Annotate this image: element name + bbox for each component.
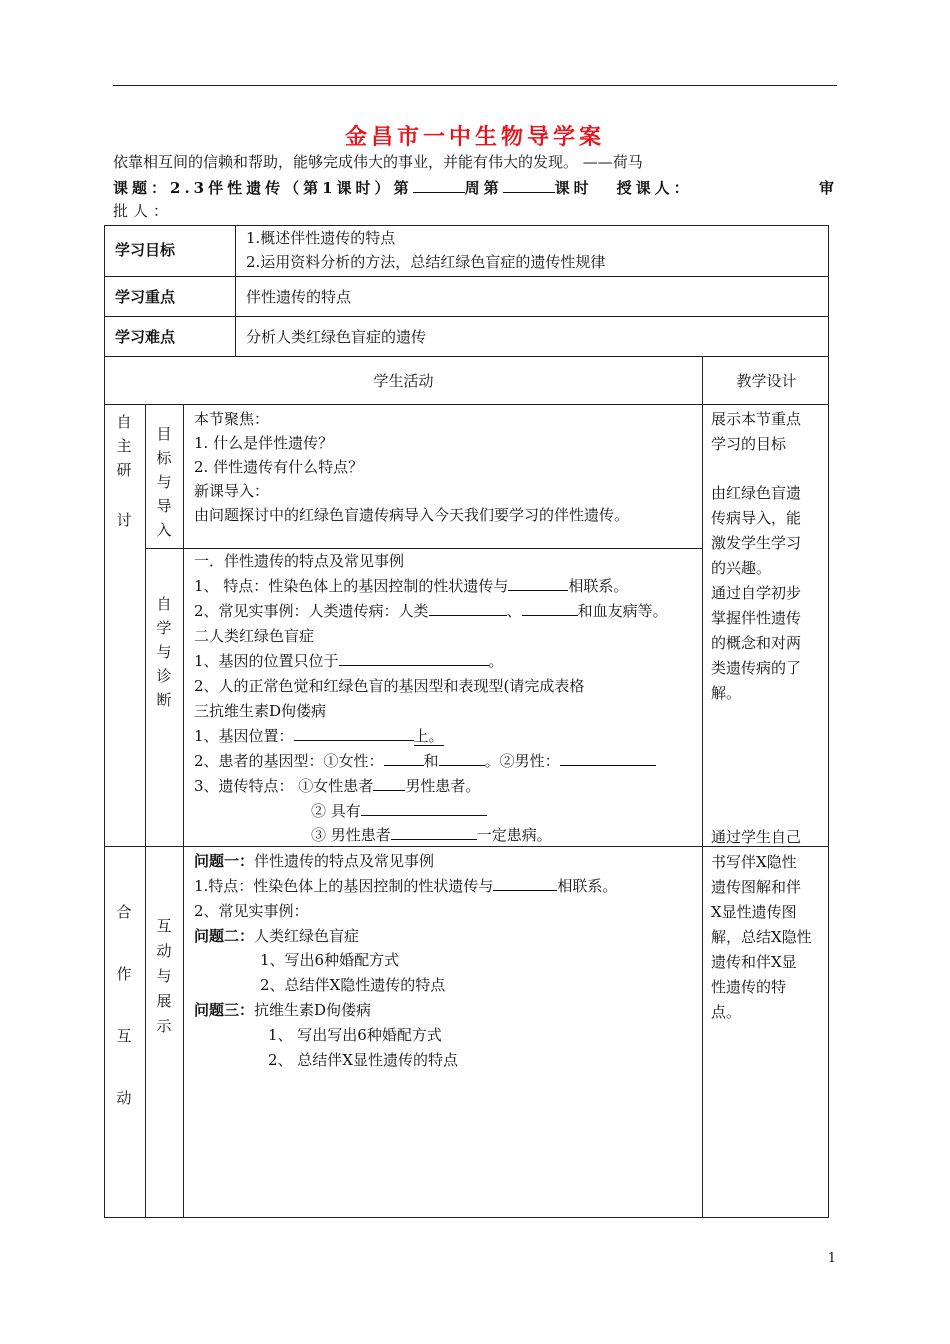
design-note: 解，总结X隐性 xyxy=(711,928,812,946)
design-note: 类遗传病的了 xyxy=(711,659,802,677)
design-note: 的兴趣。 xyxy=(711,559,772,577)
sub1-char: 目 xyxy=(156,425,172,443)
section2-sub-cell xyxy=(145,846,183,1218)
answer-blank[interactable] xyxy=(391,825,477,840)
answer-blank[interactable] xyxy=(493,876,557,891)
week-blank[interactable] xyxy=(413,178,465,193)
section2-sub-char: 展 xyxy=(156,992,172,1010)
design-note: 性遗传的特 xyxy=(711,978,787,996)
section1-char: 研 xyxy=(116,461,132,479)
period-blank[interactable] xyxy=(503,178,555,193)
answer-blank[interactable] xyxy=(294,726,414,741)
section1-char: 自 xyxy=(116,413,132,431)
section2-sub-char: 互 xyxy=(156,917,172,935)
self-study-line3: 1、基因的位置只位于 。 xyxy=(194,652,504,670)
section2-content-cell xyxy=(183,846,702,1218)
design-note: 掌握伴性遗传 xyxy=(711,609,802,627)
answer-blank[interactable] xyxy=(508,576,568,591)
focus-q1: 1. 什么是伴性遗传？ xyxy=(194,434,334,452)
self-study-line4: 2、人的正常色觉和红绿色盲的基因型和表现型(请完成表格 xyxy=(194,677,585,695)
answer-blank[interactable] xyxy=(439,751,485,766)
design-note: 学习的目标 xyxy=(711,435,787,453)
key-point-text: 伴性遗传的特点 xyxy=(246,288,352,306)
objective-2: 2.运用资料分析的方法，总结红绿色盲症的遗传性规律 xyxy=(246,253,606,271)
course-title: 2.3伴性遗传（第1课时） xyxy=(170,179,394,197)
section1-char: 主 xyxy=(116,437,132,455)
sub1-char: 导 xyxy=(156,497,172,515)
question-3-item: 1、 写出写出6种婚配方式 xyxy=(268,1026,442,1044)
objectives-label-cell xyxy=(105,226,235,276)
self-study-line8: ② 具有 xyxy=(311,799,487,823)
self-study-h2: 二人类红绿色盲症 xyxy=(194,627,315,645)
teacher-label: 授课人： xyxy=(616,179,693,197)
key-point-label-cell xyxy=(105,276,235,316)
design-note: 解。 xyxy=(711,684,742,702)
objective-1: 1.概述伴性遗传的特点 xyxy=(246,229,396,247)
answer-blank[interactable] xyxy=(384,751,424,766)
design-header-cell xyxy=(702,356,829,404)
self-study-h1: 一．伴性遗传的特点及常见事例 xyxy=(194,552,405,570)
self-study-line2: 2、常见实事例：人类遗传病：人类 、 和血友病等。 xyxy=(194,602,668,620)
answer-blank[interactable] xyxy=(429,601,507,616)
question-2-item: 2、总结伴X隐性遗传的特点 xyxy=(260,976,446,994)
design-note: 激发学生学习 xyxy=(711,534,802,552)
question-1: 问题一：伴性遗传的特点及常见事例 xyxy=(194,852,435,870)
page-title: 金昌市一中生物导学案 xyxy=(344,125,605,150)
key-point-label: 学习重点 xyxy=(115,288,176,306)
section2-design-cell xyxy=(702,828,829,1218)
self-study-line9: ③ 男性患者 一定患病。 xyxy=(311,826,552,844)
self-study-line7: 3、遗传特点： ①女性患者 男性患者。 xyxy=(194,777,481,795)
period-label: 课时 xyxy=(554,179,593,197)
section2-sub-char: 动 xyxy=(156,942,172,960)
week-label: 第 xyxy=(393,179,413,197)
section1-char: 讨 xyxy=(116,511,132,529)
sub1-char: 与 xyxy=(156,473,172,491)
difficulty-content-cell xyxy=(235,316,829,356)
key-point-content-cell xyxy=(235,276,829,316)
design-note: 的概念和对两 xyxy=(711,634,802,652)
self-study-line1: 1、 特点：性染色体上的基因控制的性状遗传与 相联系。 xyxy=(194,577,629,595)
difficulty-label-cell xyxy=(105,316,235,356)
sub2-char: 自 xyxy=(156,595,172,613)
self-study-line6: 2、患者的基因型：①女性： 和 。②男性： xyxy=(194,749,656,773)
sub1-char: 入 xyxy=(156,521,172,539)
course-line xyxy=(113,177,838,198)
answer-blank[interactable] xyxy=(373,776,405,791)
lesson-table xyxy=(104,225,829,1218)
week-label-2: 周第 xyxy=(464,179,503,197)
page-number: 1 xyxy=(827,1251,836,1266)
sub2-char: 与 xyxy=(156,643,172,661)
question-2: 问题二：人类红绿色盲症 xyxy=(194,927,360,945)
difficulty-label: 学习难点 xyxy=(115,328,176,346)
question-3: 问题三：抗维生素D佝偻病 xyxy=(194,1001,372,1019)
design-note: 展示本节重点 xyxy=(711,410,802,428)
intro-text: 由问题探讨中的红绿色盲遗传病导入今天我们要学习的伴性遗传。 xyxy=(194,506,630,524)
section2-char: 合 xyxy=(116,903,132,921)
design-note: 遗传图解和伴 xyxy=(711,878,802,896)
question-3-item: 2、 总结伴X显性遗传的特点 xyxy=(268,1051,458,1069)
design-note: 传病导入，能 xyxy=(711,509,802,527)
design-note: X显性遗传图 xyxy=(711,903,797,921)
self-study-line5: 1、基因位置： 上。 xyxy=(194,727,444,745)
sub2-char: 断 xyxy=(156,691,172,709)
design-note: 通过学生自己 xyxy=(711,828,802,846)
design-note: 遗传和伴X显 xyxy=(711,953,797,971)
design-note: 书写伴X隐性 xyxy=(711,853,797,871)
section2-label-cell xyxy=(105,846,145,1218)
section1-label-cell xyxy=(105,404,145,846)
section1-design-cell xyxy=(702,404,829,846)
reviewer-label-cont: 批人： xyxy=(113,202,174,220)
section2-char: 互 xyxy=(116,1027,132,1045)
activity-header: 学生活动 xyxy=(373,372,434,390)
objectives-content-cell xyxy=(235,226,829,276)
answer-blank[interactable] xyxy=(522,601,578,616)
section2-sub-char: 示 xyxy=(156,1017,172,1035)
sub2-label-cell xyxy=(145,548,183,846)
sub1-label-cell xyxy=(145,404,183,548)
header-rule xyxy=(113,85,837,86)
question-2-item: 1、写出6种婚配方式 xyxy=(260,951,400,969)
sub1-content-cell xyxy=(183,404,702,548)
design-header: 教学设计 xyxy=(736,372,797,390)
activity-header-cell xyxy=(105,356,702,404)
design-note: 点。 xyxy=(711,1003,742,1021)
question-1-line2: 2、常见实事例： xyxy=(194,902,309,920)
sub1-char: 标 xyxy=(156,449,172,467)
design-note: 由红绿色盲遗 xyxy=(711,484,802,502)
course-prefix: 课题： xyxy=(113,179,171,197)
section2-sub-char: 与 xyxy=(156,967,172,985)
self-study-h3: 三抗维生素D佝偻病 xyxy=(194,702,327,720)
sub2-char: 诊 xyxy=(156,667,172,685)
focus-q2: 2. 伴性遗传有什么特点？ xyxy=(194,458,364,476)
section2-char: 作 xyxy=(116,965,132,983)
design-note: 通过自学初步 xyxy=(711,584,802,602)
sub2-content-cell xyxy=(183,548,702,846)
sub2-char: 学 xyxy=(156,619,172,637)
section2-char: 动 xyxy=(116,1089,132,1107)
difficulty-text: 分析人类红绿色盲症的遗传 xyxy=(246,328,427,346)
intro-heading: 新课导入： xyxy=(194,482,270,500)
answer-blank[interactable] xyxy=(361,801,487,816)
question-1-line1: 1.特点：性染色体上的基因控制的性状遗传与 相联系。 xyxy=(194,877,618,895)
focus-heading: 本节聚焦： xyxy=(194,410,270,428)
answer-blank[interactable] xyxy=(560,751,656,766)
motto-quote: 依靠相互间的信赖和帮助，能够完成伟大的事业，并能有伟大的发现。 ——荷马 xyxy=(113,153,643,171)
reviewer-label: 审 xyxy=(818,179,838,197)
answer-blank[interactable] xyxy=(339,651,489,666)
objectives-label: 学习目标 xyxy=(115,241,176,259)
